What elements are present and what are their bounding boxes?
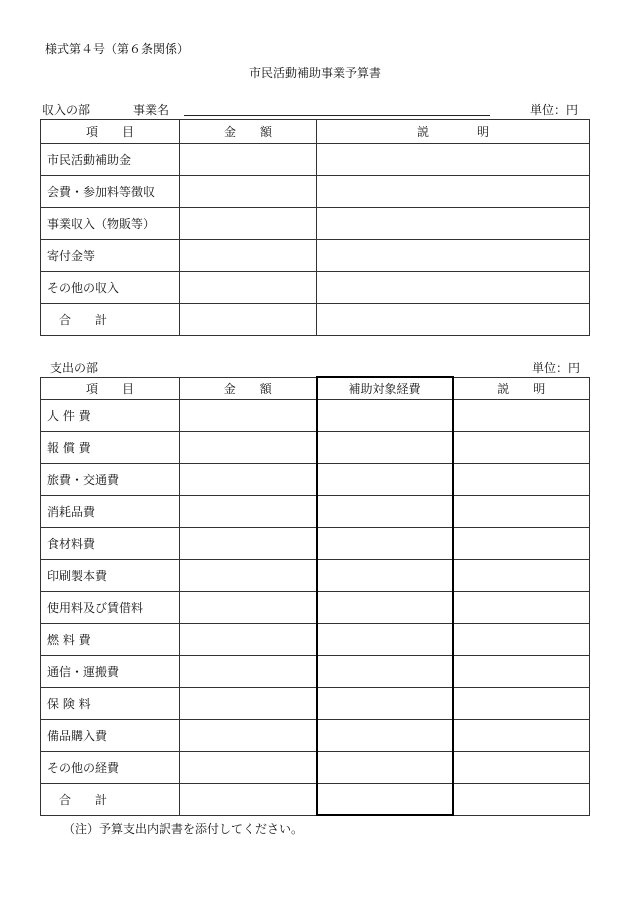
expense-row-amount-cell[interactable] [180, 719, 317, 751]
income-row-description-cell[interactable] [317, 144, 590, 176]
expense-row-description-cell[interactable] [453, 591, 590, 623]
expense-total-subsidy-cell[interactable] [317, 783, 453, 815]
expense-row-amount-cell[interactable] [180, 399, 317, 431]
expense-row-item: その他の経費 [41, 751, 180, 783]
expense-row-description-cell[interactable] [453, 463, 590, 495]
expense-row [41, 495, 590, 527]
form-number: 様式第４号（第６条関係） [45, 42, 190, 56]
income-row-amount-cell[interactable] [180, 208, 317, 240]
expense-row-description-cell[interactable] [453, 559, 590, 591]
expense-row [41, 655, 590, 687]
expense-row-item: 燃 料 費 [41, 623, 180, 655]
expense-row-description-cell[interactable] [453, 687, 590, 719]
income-row [41, 240, 590, 272]
income-row-amount-cell[interactable] [180, 240, 317, 272]
expense-row-amount-cell[interactable] [180, 559, 317, 591]
expense-row-subsidy-cell[interactable] [317, 687, 453, 719]
expense-row [41, 591, 590, 623]
expense-col-item: 項 目 [41, 377, 180, 399]
expense-row-subsidy-cell[interactable] [317, 751, 453, 783]
footer-note: （注）予算支出内訳書を添付してください。 [63, 822, 304, 836]
income-row [41, 272, 590, 304]
expense-row-amount-cell[interactable] [180, 463, 317, 495]
expense-row-item: 使用料及び賃借料 [41, 591, 180, 623]
income-row-amount-cell[interactable] [180, 144, 317, 176]
expense-row-item: 備品購入費 [41, 719, 180, 751]
expense-total-row [41, 783, 590, 815]
income-row [41, 176, 590, 208]
income-row-description-cell[interactable] [317, 272, 590, 304]
business-name-label: 事業名 [133, 103, 170, 117]
expense-row [41, 527, 590, 559]
income-total-description-cell[interactable] [317, 304, 590, 336]
income-row-amount-cell[interactable] [180, 272, 317, 304]
income-table [40, 119, 590, 336]
expense-row-amount-cell[interactable] [180, 655, 317, 687]
expense-row-description-cell[interactable] [453, 751, 590, 783]
income-row-description-cell[interactable] [317, 176, 590, 208]
expense-row-item: 保 険 料 [41, 687, 180, 719]
income-total-row [41, 304, 590, 336]
income-row-item: その他の収入 [41, 272, 180, 304]
income-row-item: 寄付金等 [41, 240, 180, 272]
document-title: 市民活動補助事業予算書 [248, 66, 381, 80]
income-row-amount-cell[interactable] [180, 176, 317, 208]
income-total-amount-cell[interactable] [180, 304, 317, 336]
income-total-label: 合 計 [41, 304, 180, 336]
expense-row-item: 報 償 費 [41, 431, 180, 463]
expense-row-amount-cell[interactable] [180, 431, 317, 463]
expense-row-item: 食材料費 [41, 527, 180, 559]
expense-row-description-cell[interactable] [453, 399, 590, 431]
expense-row [41, 559, 590, 591]
expense-row-amount-cell[interactable] [180, 495, 317, 527]
expense-unit-label: 単位：円 [532, 361, 581, 375]
expense-row [41, 719, 590, 751]
expense-row-item: 通信・運搬費 [41, 655, 180, 687]
expense-row-item: 印刷製本費 [41, 559, 180, 591]
income-row-item: 会費・参加料等徴収 [41, 176, 180, 208]
expense-row-item: 人 件 費 [41, 399, 180, 431]
expense-row-amount-cell[interactable] [180, 687, 317, 719]
expense-row-amount-cell[interactable] [180, 623, 317, 655]
expense-row [41, 463, 590, 495]
expense-row-item: 旅費・交通費 [41, 463, 180, 495]
expense-row-item: 消耗品費 [41, 495, 180, 527]
expense-row [41, 431, 590, 463]
expense-row-subsidy-cell[interactable] [317, 399, 453, 431]
expense-col-description: 説 明 [453, 377, 590, 399]
expense-row-amount-cell[interactable] [180, 751, 317, 783]
expense-total-amount-cell[interactable] [180, 783, 317, 815]
business-name-field[interactable] [184, 115, 490, 116]
expense-row-description-cell[interactable] [453, 431, 590, 463]
expense-row-description-cell[interactable] [453, 719, 590, 751]
expense-row-subsidy-cell[interactable] [317, 623, 453, 655]
expense-row-description-cell[interactable] [453, 655, 590, 687]
expense-row [41, 687, 590, 719]
income-table-header [41, 120, 590, 144]
expense-row [41, 399, 590, 431]
expense-row [41, 623, 590, 655]
expense-row-subsidy-cell[interactable] [317, 591, 453, 623]
expense-row [41, 751, 590, 783]
expense-row-amount-cell[interactable] [180, 527, 317, 559]
expense-col-amount: 金 額 [180, 377, 317, 399]
expense-row-description-cell[interactable] [453, 495, 590, 527]
income-row-item: 市民活動補助金 [41, 144, 180, 176]
expense-row-subsidy-cell[interactable] [317, 655, 453, 687]
expense-row-description-cell[interactable] [453, 623, 590, 655]
expense-section-label: 支出の部 [50, 361, 99, 375]
income-row-description-cell[interactable] [317, 208, 590, 240]
income-row [41, 144, 590, 176]
income-row-item: 事業収入（物販等） [41, 208, 180, 240]
income-row-description-cell[interactable] [317, 240, 590, 272]
income-col-description: 説 明 [317, 120, 590, 144]
expense-table [40, 376, 590, 816]
expense-row-description-cell[interactable] [453, 527, 590, 559]
income-section-label: 収入の部 [42, 103, 91, 117]
expense-row-subsidy-cell[interactable] [317, 559, 453, 591]
expense-row-subsidy-cell[interactable] [317, 463, 453, 495]
income-col-amount: 金 額 [180, 120, 317, 144]
income-unit-label: 単位：円 [530, 103, 579, 117]
expense-row-subsidy-cell[interactable] [317, 495, 453, 527]
income-row [41, 208, 590, 240]
expense-row-amount-cell[interactable] [180, 591, 317, 623]
income-col-item: 項 目 [41, 120, 180, 144]
expense-total-label: 合 計 [41, 783, 180, 815]
expense-total-description-cell[interactable] [453, 783, 590, 815]
expense-table-header [41, 377, 590, 399]
expense-row-subsidy-cell[interactable] [317, 431, 453, 463]
expense-col-subsidy-eligible: 補助対象経費 [317, 377, 453, 399]
expense-row-subsidy-cell[interactable] [317, 527, 453, 559]
expense-row-subsidy-cell[interactable] [317, 719, 453, 751]
